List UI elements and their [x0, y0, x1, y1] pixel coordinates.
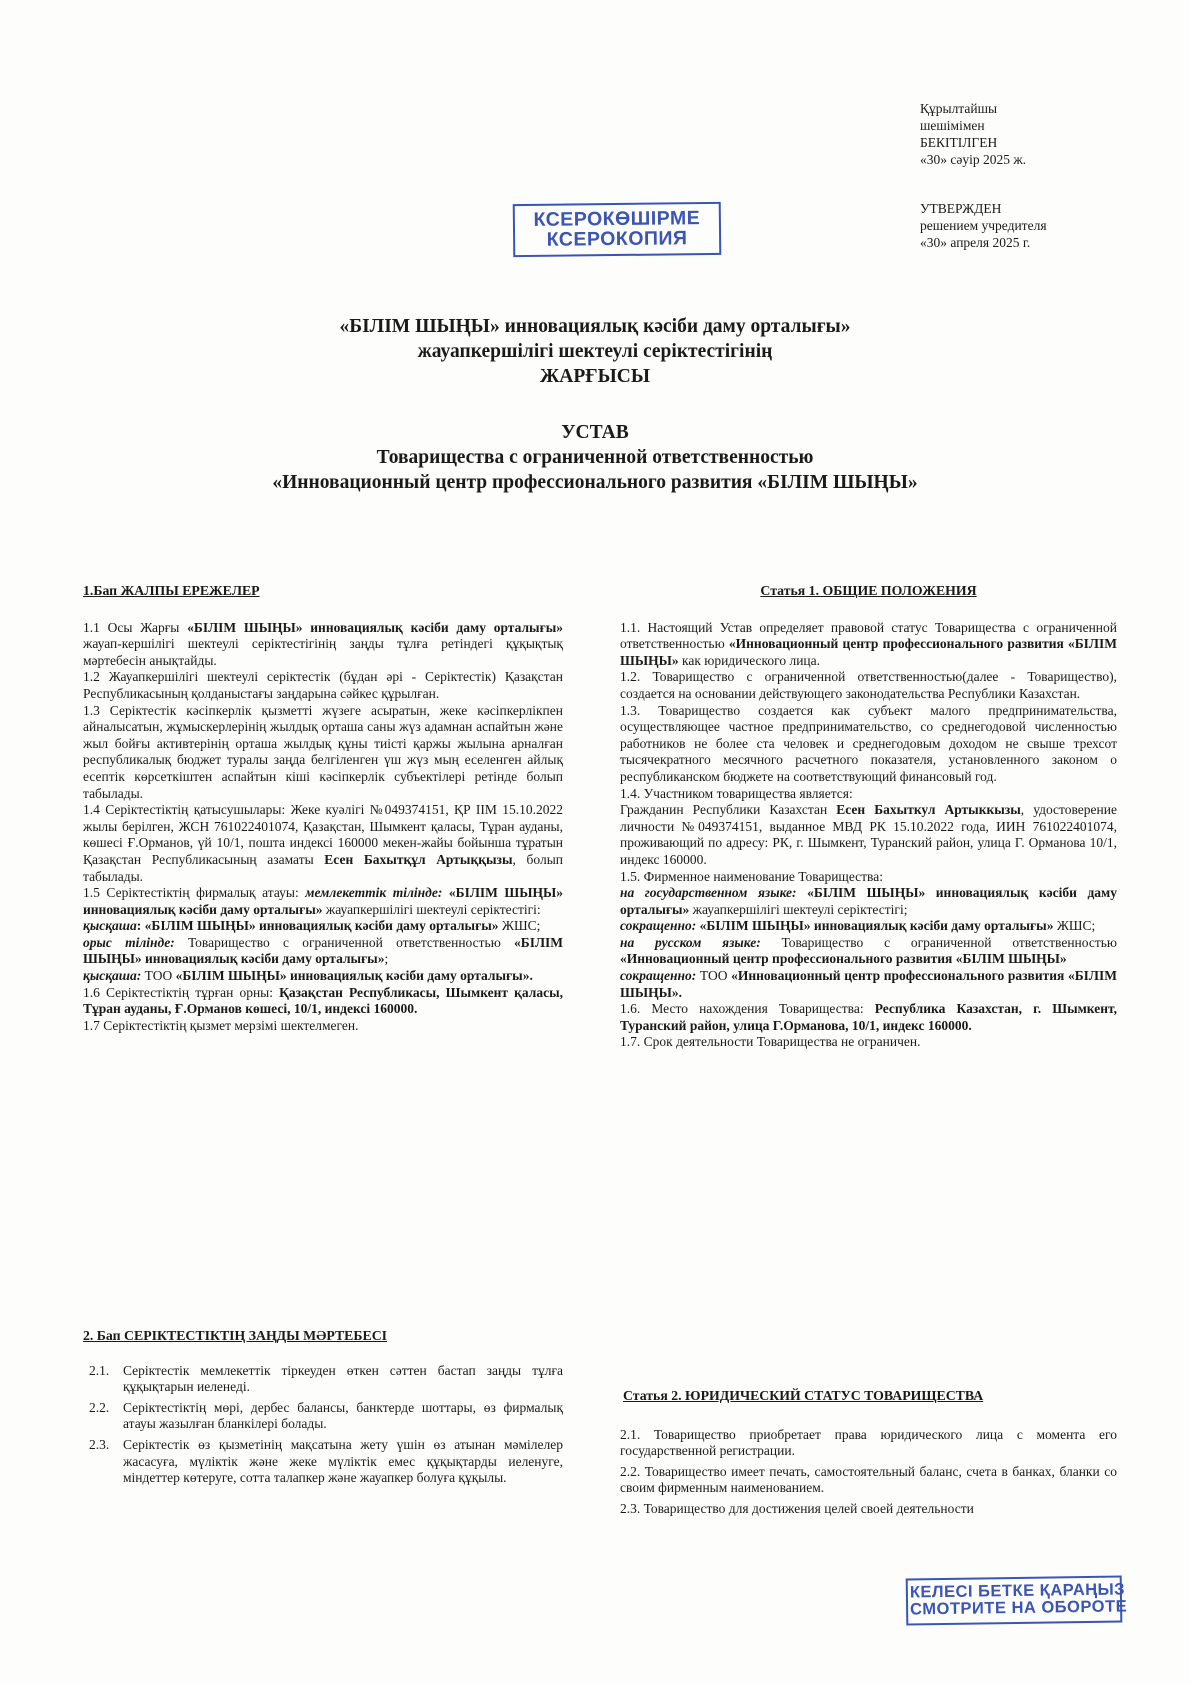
approval-line: «30» апреля 2025 г.	[920, 235, 1031, 250]
name-russian: на русском языке: Товарищество с ограниченной ответственностью «Инновационный центр профессионального развития «БІЛІМ ШЫҢЫ»	[620, 934, 1117, 967]
approval-line: УТВЕРЖДЕН	[920, 201, 1002, 216]
title-line: жауапкершілігі шектеулі серіктестігінің	[417, 341, 773, 362]
list-item: 2.2. Серіктестіктің мөрі, дербес балансы, банктерде шоттары, өз фирмалық атауы жазылған бланкілері болады.	[89, 1399, 563, 1432]
approval-line: решением учредителя	[920, 218, 1047, 233]
title-line: «БІЛІМ ШЫҢЫ» инновациялық кәсіби даму орталығы»	[339, 316, 851, 337]
copy-stamp	[513, 202, 722, 257]
clause-2-2: 2.2. Товарищество имеет печать, самостоятельный баланс, счета в банках, бланки со своим фирменным наименованием.	[620, 1463, 1117, 1496]
clause-1-2: 1.2. Товарищество с ограниченной ответственностью(далее - Товарищество), создается на основании действующего законодательства Республики Казахстан.	[620, 669, 1117, 701]
clause-2-1: 2.1. Товарищество приобретает права юридического лица с момента его государственной регистрации.	[620, 1426, 1117, 1459]
clause-1-7: 1.7. Срок деятельности Товарищества не ограничен.	[620, 1034, 921, 1050]
title-line: Товарищества с ограниченной ответственностью	[376, 447, 814, 468]
clause-1-1: 1.1 Осы Жарғы «БІЛІМ ШЫҢЫ» инновациялық кәсіби даму орталығы» жауап-кершілігі шектеулі серіктестігінің заңды тұлға ретіндегі құқықтық мәртебесін анықтайды.	[83, 619, 563, 668]
document-title-kz	[0, 314, 1190, 389]
approval-line: шешімімен	[920, 118, 985, 133]
clause-1-5: 1.5. Фирменное наименование Товарищества:	[620, 868, 883, 884]
name-state: на государственном языке: «БІЛІМ ШЫҢЫ» инновациялық кәсіби даму орталығы» жауапкершілігі шектеулі серіктестігі;	[620, 885, 1117, 917]
approval-block-kz	[920, 100, 1026, 168]
list-item: 2.1. Серіктестік мемлекеттік тіркеуден өткен сәттен бастап заңды тұлға құқықтарын иеленеді.	[89, 1362, 563, 1395]
approval-line: «30» сәуір 2025 ж.	[920, 152, 1027, 167]
stamp-line: СМОТРИТЕ НА ОБОРОТЕ	[909, 1597, 1128, 1619]
name-short: сокращенно: «БІЛІМ ШЫҢЫ» инновациялық кәсіби даму орталығы» ЖШС;	[620, 918, 1096, 934]
clause-1-4: 1.4. Участником товарищества является:	[620, 785, 853, 801]
clause-1-2: 1.2 Жауапкершілігі шектеулі серіктестік (бұдан әрі - Серіктестік) Қазақстан Республикасының қолданыстағы заңдарына сәйкес құрылған.	[83, 669, 563, 701]
article-1-ru	[620, 583, 1117, 1051]
clause-1-5: 1.5 Серіктестіктің фирмалық атауы: мемлекеттік тілінде: «БІЛІМ ШЫҢЫ» инновациялық кәсіби даму орталығы» жауапкершілігі шектеулі серіктестігі: қысқаша: «БІЛІМ ШЫҢЫ» инновациялық кәсіби даму орталығы» ЖШС; орыс тілінде: Товарищество с ограниченной ответственностью «БІЛІМ ШЫҢЫ» инновациялық кәсіби даму орталығы»; қысқаша: ТОО «БІЛІМ ШЫҢЫ» инновациялық кәсіби даму орталығы».	[83, 885, 564, 984]
participant: Гражданин Республики Казахстан Есен Бахыткул Артыккызы, удостоверение личности №049374151, выданное МВД РК 15.10.2022 года, ИИН 761022401074, проживающий по адресу: РК, г. Шымкент, Туранский район, улица Г. Орманова 10/1, индекс 160000.	[620, 802, 1117, 867]
see-reverse-stamp	[906, 1575, 1128, 1625]
article-2-kz	[83, 1328, 563, 1491]
approval-block-ru	[920, 200, 1047, 251]
article-2-ru	[620, 1388, 1117, 1522]
stamp-line: КСЕРОКӨШІРМЕ	[533, 207, 701, 231]
title-line: «Инновационный центр профессионального развития «БІЛІМ ШЫҢЫ»	[272, 472, 918, 493]
document-title-ru	[0, 420, 1190, 495]
clause-1-7: 1.7 Серіктестіктің қызмет мерзімі шектелмеген.	[83, 1017, 359, 1033]
clause-list	[83, 1363, 563, 1487]
clause-1-4: 1.4 Серіктестіктің қатысушылары: Жеке куәлігі №049374151, ҚР ІІМ 15.10.2022 жылы берілген, ЖСН 761022401074, Қазақстан, Шымкент қаласы, Тұран ауданы, көшесі Ғ.Орманов, үй 10/1, пошта индексі 160000 мекен-жайы бойынша тұратын Қазақстан Республикасының азаматы Есен Бахытқұл Артыққызы, болып табылады.	[83, 802, 563, 884]
section-heading: 2. Бап СЕРІКТЕСТІКТІҢ ЗАҢДЫ МӘРТЕБЕСІ	[83, 1328, 388, 1343]
article-1-kz	[83, 583, 563, 1034]
name-russian-short: сокращенно: ТОО «Инновационный центр профессионального развития «БІЛІМ ШЫҢЫ».	[620, 968, 1117, 1000]
stamp-line: КЕЛЕСІ БЕТКЕ ҚАРАҢЫЗ	[909, 1580, 1126, 1602]
clause-2-3: 2.3. Товарищество для достижения целей своей деятельности	[620, 1500, 974, 1516]
approval-line: Құрылтайшы	[920, 101, 998, 116]
clause-1-1: 1.1. Настоящий Устав определяет правовой статус Товарищества с ограниченной ответственностью «Инновационный центр профессионального развития «БІЛІМ ШЫҢЫ» как юридического лица.	[620, 619, 1117, 668]
approval-line: БЕКІТІЛГЕН	[920, 135, 998, 150]
clause-1-6: 1.6 Серіктестіктің тұрған орны: Қазақстан Республикасы, Шымкент қаласы, Тұран ауданы, Ғ.Орманов көшесі, 10/1, индексі 160000.	[83, 984, 564, 1017]
stamp-line: КСЕРОКОПИЯ	[546, 227, 688, 252]
title-line: УСТАВ	[561, 422, 629, 443]
list-item: 2.3. Серіктестік өз қызметінің мақсатына жету үшін өз атынан мәмілелер жасасуға, мүліктік және жеке мүліктік емес құқықтарды иеленуге, міндеттер көтеруге, сотта талапкер және жауапкер болуға құқылы.	[89, 1436, 563, 1486]
clause-1-6: 1.6. Место нахождения Товарищества: Республика Казахстан, г. Шымкент, Туранский район, улица Г.Орманова, 10/1, индекс 160000.	[620, 1001, 1118, 1033]
clause-1-3: 1.3 Серіктестік кәсіпкерлік қызметті жүзеге асыратын, жеке кәсіпкерлікпен айналысатын, жұмыскерлерінің жылдық орташа саны жүз адамнан аспайтын және жыл бойғы активтерінің орташа жылдық құны тиісті қаржы жылына арналған республикалық бюджет туралы заңда белгіленген үш жүз мың еселенген айлық есептік көрсеткіштен аспайтын кіші кәсіпкерлік субъектілері ретінде болып табылады.	[83, 702, 563, 801]
title-line: ЖАРҒЫСЫ	[539, 366, 651, 387]
section-heading: Статья 1. ОБЩИЕ ПОЛОЖЕНИЯ	[760, 583, 977, 598]
clause-1-3: 1.3. Товарищество создается как субъект малого предпринимательства, осуществляющее частное предпринимательство, со среднегодовой численностью работников не более ста человек и среднегодовым доходом не свыше трехсот тысячекратного месячного расчетного показателя, установленного законом о республиканском бюджете на соответствующий финансовый год.	[620, 702, 1117, 784]
section-heading: 1.Бап ЖАЛПЫ ЕРЕЖЕЛЕР	[83, 583, 260, 598]
section-heading: Статья 2. ЮРИДИЧЕСКИЙ СТАТУС ТОВАРИЩЕСТВА	[623, 1388, 984, 1403]
